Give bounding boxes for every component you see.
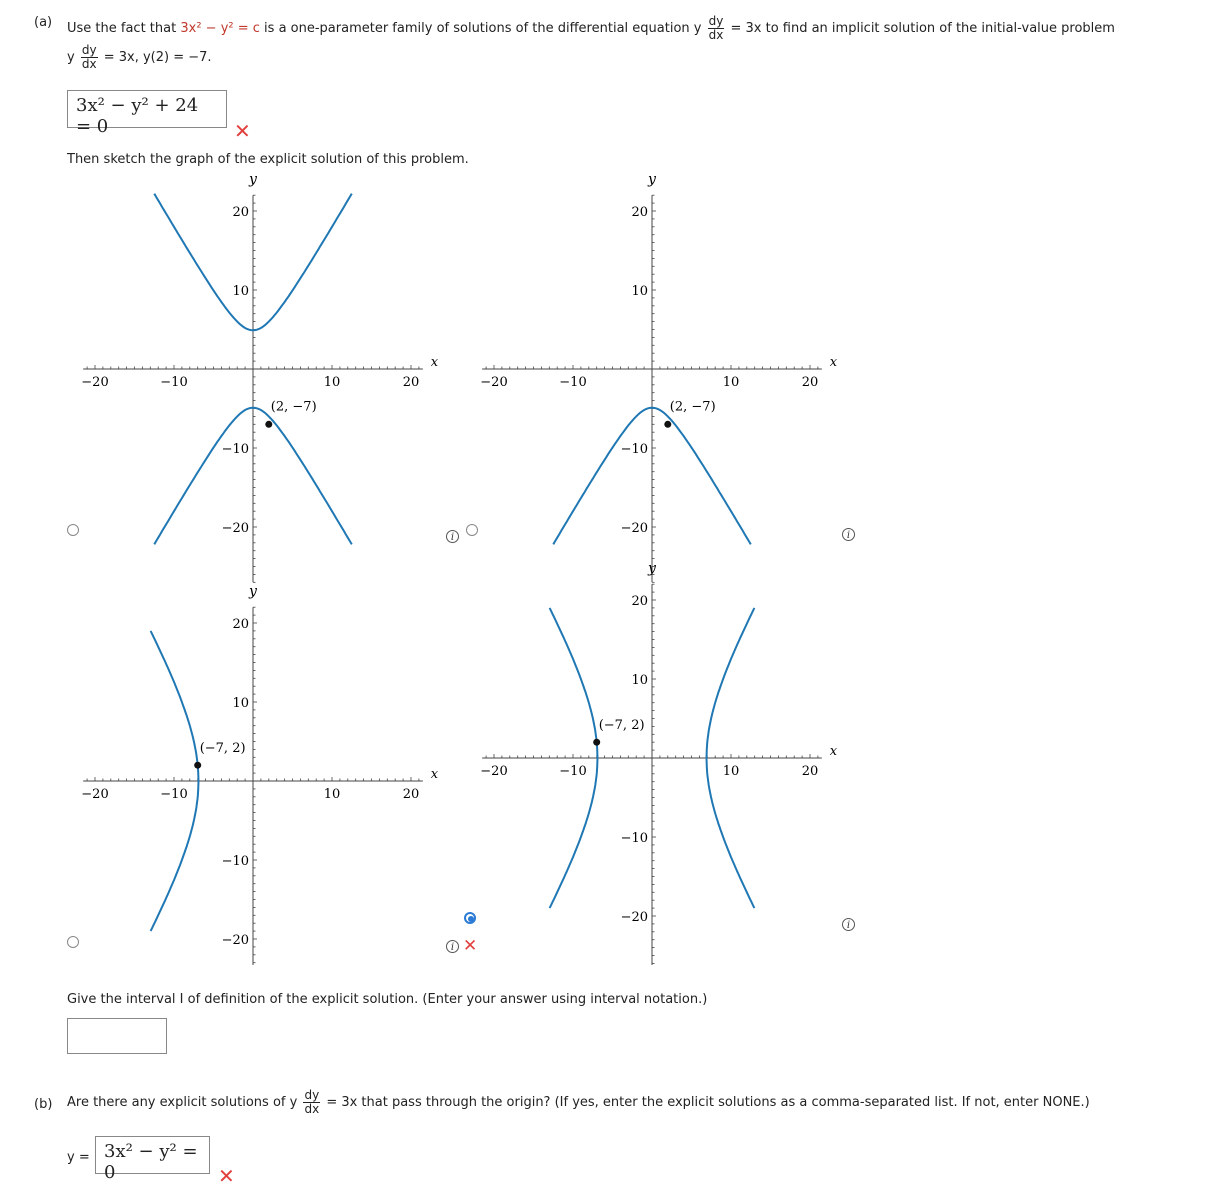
y-tick-label: 20: [232, 205, 249, 220]
wrong-icon: ✕: [218, 1164, 235, 1188]
y-tick-label: −20: [620, 910, 648, 925]
initial-point: [194, 762, 201, 769]
graph-option-1-radio[interactable]: [67, 524, 79, 536]
info-icon[interactable]: i: [446, 940, 459, 953]
y-tick-label: 10: [631, 284, 648, 299]
y-tick-label: 20: [232, 617, 249, 632]
y-tick-label: −10: [620, 442, 648, 457]
y-tick-label: 20: [631, 594, 648, 609]
initial-point-label: (−7, 2): [598, 718, 645, 734]
initial-point: [265, 421, 272, 428]
y-tick-label: −10: [221, 442, 249, 457]
graph-option-4-radio[interactable]: [464, 912, 476, 924]
initial-point-label: (2, −7): [270, 399, 317, 415]
family-expr: 3x² − y² = c: [180, 21, 260, 36]
part-b-question: Are there any explicit solutions of y $\frac{dy}{dx}$ = 3x that pass through the origin? (If yes, enter the explicit solutions as a comma-separated list. If not, enter NONE.): [67, 1088, 1090, 1116]
wrong-icon: ✕: [234, 119, 251, 143]
x-tick-label: 20: [801, 764, 819, 779]
initial-point-label: (2, −7): [669, 399, 716, 415]
graph-options: [0, 175, 1223, 965]
x-tick-label: −10: [559, 764, 587, 779]
x-axis-label: x: [430, 767, 439, 782]
info-icon[interactable]: i: [446, 530, 459, 543]
x-tick-label: −20: [480, 375, 508, 390]
x-tick-label: −10: [160, 787, 188, 802]
x-tick-label: 10: [722, 764, 740, 779]
x-tick-label: −20: [81, 787, 109, 802]
x-axis-label: x: [430, 355, 439, 370]
y-tick-label: 10: [232, 696, 249, 711]
initial-point: [593, 739, 600, 746]
interval-input[interactable]: [67, 1018, 167, 1054]
y-tick-label: 10: [232, 284, 249, 299]
y-equals-label: y =: [67, 1150, 90, 1165]
y-axis-label: y: [648, 560, 656, 577]
graph-option-2: [480, 175, 837, 582]
x-tick-label: 20: [801, 375, 819, 390]
x-tick-label: 20: [402, 375, 420, 390]
part-a-question: [67, 15, 1115, 42]
x-axis-label: x: [829, 355, 838, 370]
y-tick-label: −10: [620, 831, 648, 846]
y-tick-label: 10: [631, 673, 648, 688]
x-tick-label: 10: [323, 787, 341, 802]
graph-option-2-radio[interactable]: [466, 524, 478, 536]
implicit-answer-input[interactable]: 3x² − y² + 24 = 0: [67, 90, 227, 128]
part-b-label: (b): [34, 1097, 53, 1112]
info-icon[interactable]: i: [842, 528, 855, 541]
y-axis-label: y: [249, 583, 257, 600]
graph-option-4: [480, 560, 837, 965]
explicit-answer-input[interactable]: 3x² − y² = 0: [95, 1136, 210, 1174]
y-tick-label: −20: [221, 521, 249, 536]
x-tick-label: 10: [722, 375, 740, 390]
sketch-prompt: Then sketch the graph of the explicit solution of this problem.: [67, 152, 469, 167]
initial-point-label: (−7, 2): [199, 741, 246, 757]
graph-option-1: [81, 175, 438, 582]
dy-dx-frac: $\frac{dy}{dx}$: [708, 14, 724, 42]
graph-option-3: [81, 583, 438, 965]
wrong-icon: ✕: [463, 936, 478, 956]
y-axis-label: y: [648, 175, 656, 188]
initial-point: [664, 421, 671, 428]
q-eq: = 3x to find an implicit solution of the initial-value problem: [730, 21, 1115, 36]
ivp: y $\frac{dy}{dx}$ = 3x, y(2) = −7.: [67, 43, 212, 71]
x-tick-label: 10: [323, 375, 341, 390]
graph-option-3-radio[interactable]: [67, 936, 79, 948]
x-tick-label: −10: [160, 375, 188, 390]
x-tick-label: −10: [559, 375, 587, 390]
x-tick-label: −20: [81, 375, 109, 390]
part-a-label: (a): [34, 15, 53, 30]
y-tick-label: −20: [221, 933, 249, 948]
y-tick-label: −10: [221, 854, 249, 869]
x-tick-label: −20: [480, 764, 508, 779]
q-prefix: Use the fact that: [67, 21, 177, 36]
y-axis-label: y: [249, 175, 257, 188]
x-axis-label: x: [829, 744, 838, 759]
y-tick-label: 20: [631, 205, 648, 220]
x-tick-label: 20: [402, 787, 420, 802]
q-mid: is a one-parameter family of solutions of the differential equation y: [264, 21, 702, 36]
y-tick-label: −20: [620, 521, 648, 536]
info-icon[interactable]: i: [842, 918, 855, 931]
interval-prompt: Give the interval I of definition of the explicit solution. (Enter your answer using interval notation.): [67, 992, 708, 1007]
